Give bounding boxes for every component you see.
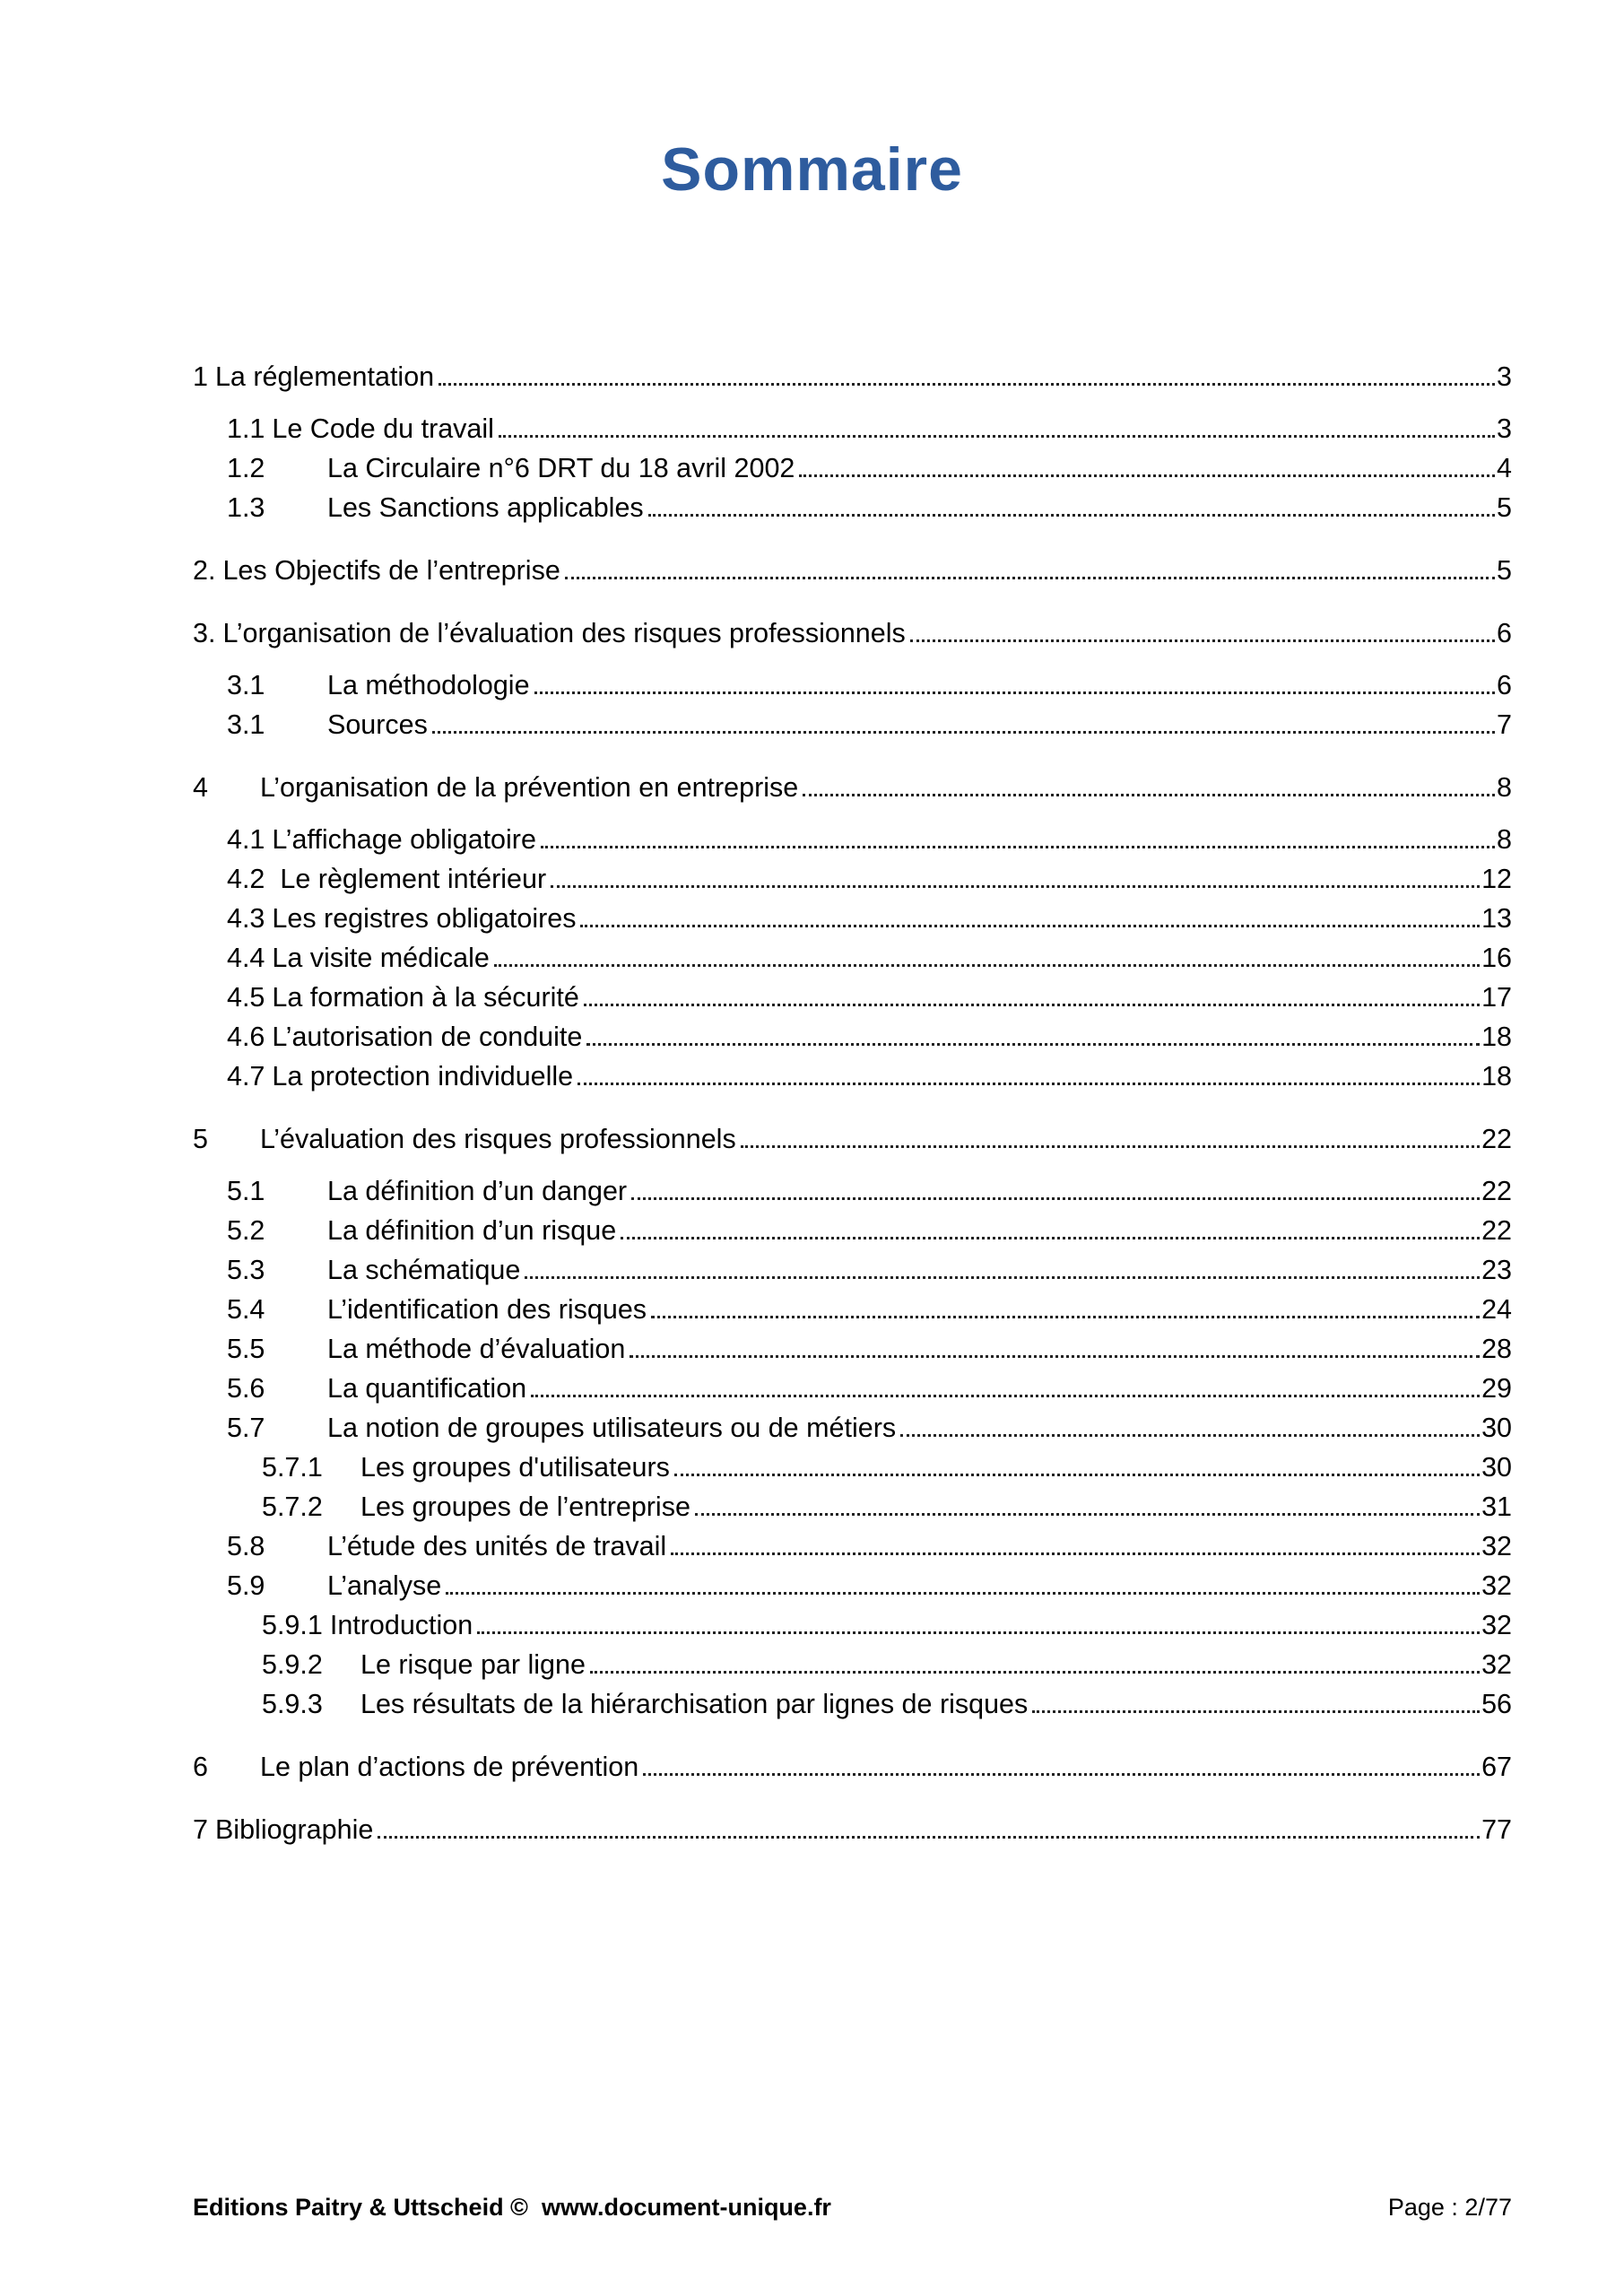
toc-leader-dots [439,383,1495,386]
toc-entry-number: 5.7 [227,1413,265,1443]
toc-entry-page: 67 [1481,1752,1512,1782]
toc-entry-label: La définition d’un risque [327,1215,617,1246]
toc-leader-dots [586,1043,1480,1046]
toc-entry-label: Les registres obligatoires [272,903,577,934]
toc-entry [193,820,1512,859]
toc-leader-dots [578,1083,1480,1085]
toc-entry [193,978,1512,1017]
toc-entry-page: 30 [1481,1413,1512,1443]
toc-entry-number: 4.2 [227,864,265,894]
toc-leader-dots [648,514,1495,517]
toc-entry [193,1250,1512,1290]
toc-entry-page: 6 [1497,618,1512,648]
toc-entry-label: Le Code du travail [272,413,494,444]
toc-entry [193,1526,1512,1566]
toc-entry-number: 4.1 [227,824,265,855]
toc-entry [193,899,1512,938]
toc-entry [193,409,1512,448]
toc-leader-dots [531,1395,1480,1397]
toc-leader-dots [910,639,1495,642]
toc-leader-dots [378,1836,1480,1839]
toc-entry-page: 22 [1481,1215,1512,1246]
toc-entry [193,1448,1512,1487]
toc-entry-page: 6 [1497,670,1512,700]
toc-entry-label: Les Sanctions applicables [327,492,644,523]
toc-entry [193,1057,1512,1096]
toc-entry-number: 4.3 [227,903,265,934]
toc-entry-page: 8 [1497,824,1512,855]
toc-entry [193,1290,1512,1329]
toc-leader-dots [494,964,1480,967]
toc-entry [193,1747,1512,1787]
toc-entry [193,1566,1512,1605]
toc-entry-label: Les résultats de la hiérarchisation par lignes de risques [360,1689,1029,1719]
toc-entry [193,1119,1512,1159]
toc-entry [193,1810,1512,1849]
toc-entry-page: 23 [1481,1255,1512,1285]
toc-entry-number: 5.3 [227,1255,265,1285]
toc-leader-dots [900,1434,1480,1437]
toc-entry-label: La notion de groupes utilisateurs ou de métiers [327,1413,897,1443]
toc-entry-label: La protection individuelle [272,1061,574,1091]
toc-entry-number: 7 [193,1814,208,1845]
toc-entry-label: La Circulaire n°6 DRT du 18 avril 2002 [327,453,795,483]
toc-entry-number: 1.2 [227,453,265,483]
toc-leader-dots [630,1355,1480,1358]
toc-entry-page: 24 [1481,1294,1512,1325]
page-title: Sommaire [661,135,963,204]
toc-leader-dots [580,925,1480,927]
toc-entry [193,488,1512,527]
toc-leader-dots [674,1474,1480,1476]
toc-entry-number: 4.7 [227,1061,265,1091]
toc-entry-page: 18 [1481,1061,1512,1091]
toc-leader-dots [499,435,1495,438]
toc-entry-label: Le risque par ligne [360,1649,586,1680]
footer-publisher: Editions Paitry & Uttscheid © www.document-unique.fr [193,2194,831,2221]
toc-entry [193,448,1512,488]
toc-leader-dots [584,1004,1480,1006]
toc-entry-label: L’organisation de la prévention en entreprise [260,772,799,803]
toc-entry-page: 4 [1497,453,1512,483]
toc-entry-label: Le plan d’actions de prévention [260,1752,639,1782]
toc-leader-dots [541,846,1495,848]
toc-entry-number: 3.1 [227,709,265,740]
toc-entry [193,1329,1512,1369]
toc-entry [193,938,1512,978]
toc-entry [193,1211,1512,1250]
table-of-contents [193,357,1512,1862]
toc-entry-number: 3.1 [227,670,265,700]
toc-entry-page: 3 [1497,413,1512,444]
toc-leader-dots [534,691,1495,694]
toc-entry-label: La méthodologie [327,670,530,700]
toc-entry-number: 5.7.2 [262,1492,323,1522]
toc-entry-page: 32 [1481,1649,1512,1680]
toc-entry-page: 31 [1481,1492,1512,1522]
toc-entry-page: 32 [1481,1610,1512,1640]
toc-entry-page: 18 [1481,1022,1512,1052]
toc-entry-page: 8 [1497,772,1512,803]
toc-entry-label: Introduction [329,1610,473,1640]
toc-entry-label: Bibliographie [214,1814,374,1845]
toc-entry-number: 4 [193,772,208,803]
toc-leader-dots [621,1237,1480,1239]
toc-leader-dots [651,1316,1480,1318]
toc-entry-page: 13 [1481,903,1512,934]
toc-entry-number: 2. [193,555,216,586]
toc-entry-number: 4.4 [227,943,265,973]
toc-entry-label: La schématique [327,1255,521,1285]
toc-entry-page: 12 [1481,864,1512,894]
toc-entry-label: La quantification [327,1373,527,1404]
toc-entry [193,613,1512,653]
toc-entry [193,1645,1512,1684]
footer-page-number: Page : 2/77 [1387,2194,1512,2221]
toc-entry-label: L’évaluation des risques professionnels [260,1124,736,1154]
toc-entry-label: La définition d’un danger [327,1176,628,1206]
toc-entry-label: L’autorisation de conduite [272,1022,583,1052]
toc-entry [193,1605,1512,1645]
toc-entry-label: L’identification des risques [327,1294,647,1325]
toc-entry [193,1369,1512,1408]
toc-entry-label: Le règlement intérieur [280,864,547,894]
toc-entry-label: Les groupes d'utilisateurs [360,1452,670,1483]
toc-entry-number: 1.3 [227,492,265,523]
toc-leader-dots [799,474,1495,477]
toc-leader-dots [565,577,1495,579]
toc-entry [193,705,1512,744]
toc-entry-label: L’étude des unités de travail [327,1531,667,1561]
toc-entry [193,768,1512,807]
toc-leader-dots [671,1552,1480,1555]
toc-entry-number: 5.8 [227,1531,265,1561]
toc-entry-number: 5 [193,1124,208,1154]
toc-entry-page: 5 [1497,492,1512,523]
toc-entry-label: L’analyse [327,1570,442,1601]
toc-entry-number: 5.5 [227,1334,265,1364]
toc-entry-number: 5.9.1 [262,1610,323,1640]
toc-entry-page: 32 [1481,1531,1512,1561]
toc-entry-label: Les Objectifs de l’entreprise [222,555,560,586]
toc-entry-page: 77 [1481,1814,1512,1845]
toc-entry-number: 1.1 [227,413,265,444]
toc-entry-number: 6 [193,1752,208,1782]
toc-entry-page: 30 [1481,1452,1512,1483]
toc-entry [193,665,1512,705]
toc-entry-number: 1 [193,361,208,392]
page-footer [193,2194,1512,2222]
toc-entry [193,1684,1512,1724]
toc-entry [193,1487,1512,1526]
toc-entry-number: 5.2 [227,1215,265,1246]
toc-leader-dots [551,885,1480,888]
toc-leader-dots [741,1145,1480,1148]
toc-entry-page: 16 [1481,943,1512,973]
toc-entry-label: L’affichage obligatoire [272,824,536,855]
toc-entry-label: La visite médicale [272,943,490,973]
toc-entry-label: L’organisation de l’évaluation des risques professionnels [222,618,906,648]
toc-entry [193,859,1512,899]
toc-entry-page: 28 [1481,1334,1512,1364]
toc-entry-number: 5.7.1 [262,1452,323,1483]
toc-entry [193,357,1512,396]
toc-entry-number: 3. [193,618,216,648]
toc-entry-label: La méthode d’évaluation [327,1334,626,1364]
toc-entry-number: 5.6 [227,1373,265,1404]
toc-entry [193,1017,1512,1057]
toc-entry-page: 56 [1481,1689,1512,1719]
toc-entry [193,551,1512,590]
toc-leader-dots [446,1592,1480,1595]
toc-entry-page: 32 [1481,1570,1512,1601]
toc-entry [193,1408,1512,1448]
toc-entry-number: 5.9.2 [262,1649,323,1680]
toc-leader-dots [477,1631,1480,1634]
toc-leader-dots [590,1671,1480,1674]
toc-entry-page: 22 [1481,1176,1512,1206]
toc-leader-dots [432,731,1495,734]
toc-entry-label: Sources [327,709,428,740]
toc-entry-label: Les groupes de l’entreprise [360,1492,690,1522]
toc-entry-page: 3 [1497,361,1512,392]
toc-leader-dots [643,1773,1480,1776]
toc-entry-label: La réglementation [214,361,435,392]
toc-entry-number: 4.5 [227,982,265,1013]
toc-entry-number: 5.1 [227,1176,265,1206]
toc-entry-page: 5 [1497,555,1512,586]
toc-entry-page: 17 [1481,982,1512,1013]
toc-leader-dots [525,1276,1480,1279]
toc-entry-page: 29 [1481,1373,1512,1404]
toc-entry-number: 5.9.3 [262,1689,323,1719]
toc-leader-dots [695,1513,1480,1516]
toc-entry-number: 4.6 [227,1022,265,1052]
toc-leader-dots [803,794,1495,796]
toc-entry-number: 5.9 [227,1570,265,1601]
toc-entry [193,1171,1512,1211]
toc-entry-number: 5.4 [227,1294,265,1325]
toc-entry-page: 7 [1497,709,1512,740]
toc-entry-label: La formation à la sécurité [272,982,579,1013]
toc-leader-dots [631,1197,1480,1200]
toc-entry-page: 22 [1481,1124,1512,1154]
toc-leader-dots [1032,1710,1480,1713]
